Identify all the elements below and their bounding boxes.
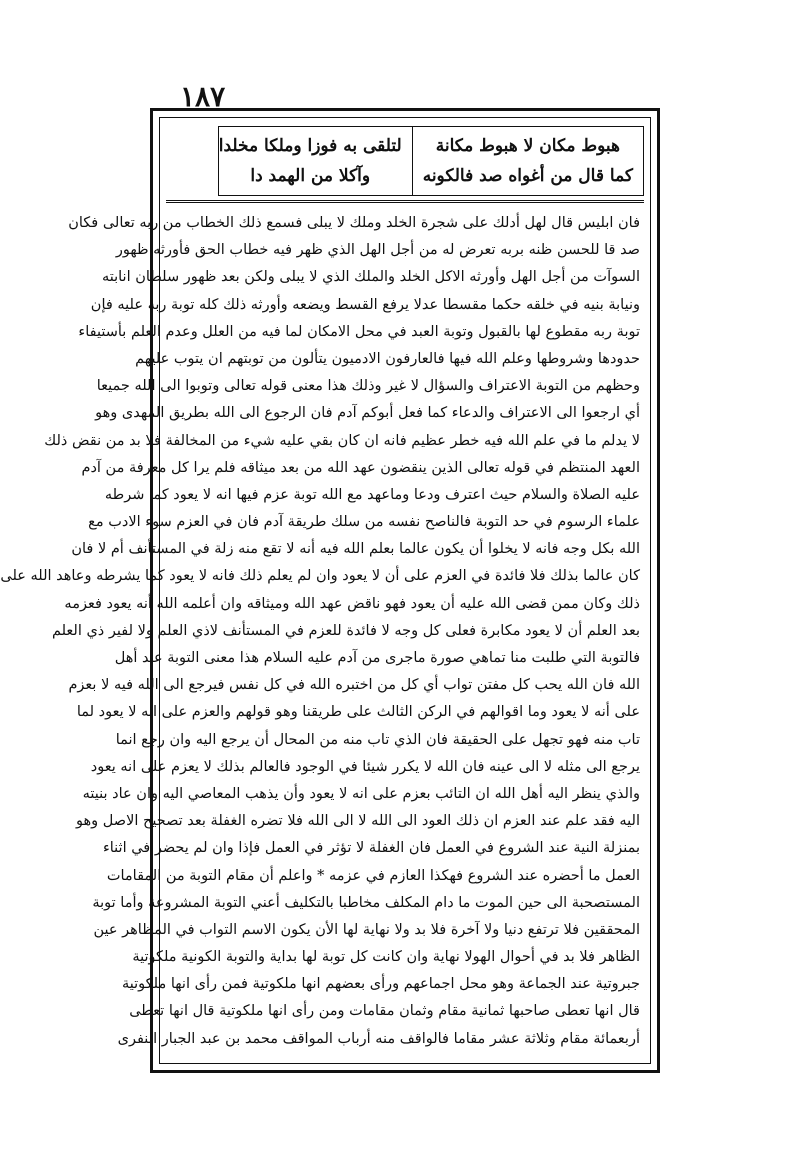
text-line: الله بكل وجه فانه لا يخلوا أن يكون عالما بعلم الله فيه أنه لا تقع منه زلة في المستأنف أم لا فان — [71, 541, 640, 558]
text-line: فان ابليس قال لهل أدلك على شجرة الخلد وملك لا يبلى فسمع ذلك الخطاب من ربه تعالى فكان — [68, 215, 640, 231]
verse-right-column — [413, 127, 643, 195]
text-line: بمنزلة النية عند الشروع في العمل فان الغفلة لا تؤثر في العمل فإذا وان لم يحضر في اثناء — [102, 840, 640, 857]
text-line: تاب منه فهو تجهل على الحقيقة فان الذي تاب منه من المحال أن يرجع اليه وان رجع انما — [115, 731, 640, 748]
inner-frame — [0, 117, 651, 1064]
text-line: أربعمائة مقام وثلاثة عشر مقاما فالواقف منه أرباب المواقف محمد بن عبد الجبار النفرى — [117, 1030, 640, 1047]
page-frame — [0, 108, 660, 1073]
text-line: اليه فقد علم عند العزم ان ذلك العود الى الله لا الى الله فلا تضره الغفلة بعد تصحيح الاصل وهو — [76, 813, 640, 830]
verse-block — [218, 126, 644, 196]
text-line: فالتوبة التي طلبت منا تماهي صورة ماجرى من آدم عليه السلام هذا معنى التوبة عند أهل — [114, 650, 640, 666]
verse-left-column — [209, 127, 413, 195]
text-line: لا يدلم ما في علم الله فيه خطر عظيم فانه ان كان بقي عليه شيء من المخالفة فلا بد من نقض ذلك — [44, 432, 640, 449]
text-line: الله فان الله يحب كل مفتن تواب أي كل من اختبره الله في كل نفس فيرجع الى الله فيه لا بعزم — [68, 677, 640, 694]
text-line: الظاهر فلا بد في أحوال الهولا نهاية وان كانت كل توبة لها بداية والتوبة الكونية ملكوتية — [132, 949, 640, 966]
text-line: قال انها تعطى صاحبها ثمانية مقام وثمان مقامات ومن رأى انها ملكوتية قال انها تعطى — [129, 1003, 640, 1020]
page-number: ١٨٧ — [180, 80, 226, 113]
text-line: المستصحبة الى حين الموت ما دام المكلف مخاطبا بالتكليف أعني التوبة المشروعة وأما توبة — [92, 894, 640, 911]
separator-rule — [166, 200, 644, 203]
text-line: بعد العلم أن لا يعود مكابرة فعلى كل وجه لا فائدة للعزم في المستأنف لاذي العلم ولا لفير ذي العلم — [51, 622, 640, 639]
text-line: كان عالما بذلك فلا فائدة في العزم على أن لا يعود وان لم يعلم ذلك فانه لا يعود كما يشرطه وعاهد الله على — [0, 568, 640, 585]
body-text — [0, 210, 640, 1053]
text-line: المحققين فلا ترتفع دنيا ولا آخرة فلا بد ولا نهاية لها الأن يكون الاسم التواب في المظاهر عين — [93, 921, 640, 938]
text-line: توبة ربه مقطوع لها بالقبول وتوبة العبد في محل الامكان لما فيه من العلل وعدم العلم بأستيفاء — [78, 323, 640, 340]
text-line: ونيابة بنيه في خلقه حكما مقسطا عدلا يرفع القسط ويضعه وأورثه ذلك كله توبة ربه عليه فإن — [90, 296, 640, 313]
text-line: على أنه لا يعود وما اقوالهم في الركن الثالث على طريقنا وهو قولهم والعزم على انه لا يعود لما — [76, 704, 640, 721]
text-line: حدودها وشروطها وعلم الله فيها فالعارفون الادميون يتألون من توبتهم ان يتوب عليهم — [135, 350, 640, 367]
text-line: جبروتية عند الجماعة وهو محل اجماعهم ورأى بعضهم انها ملكوتية فمن رأى انها ملكوتية — [121, 976, 640, 993]
verse-hemistich: لتلقى به فوزا وملكا مخلدا — [218, 136, 402, 156]
text-line: والذي ينظر اليه أهل الله ان التائب بعزم على انه لا يعود وأن يذهب المعاصي اليه وان عاد بنيته — [82, 785, 640, 802]
verse-hemistich: كما قال من أغواه صد فالكونه — [422, 166, 633, 186]
verse-hemistich: وآكلا من الهمد دا — [250, 166, 371, 186]
text-line: صد قا للحسن ظنه بربه تعرض له من أجل الهل الذي ظهر فيه خطاب الحق فأورثه ظهور — [115, 242, 640, 259]
text-line: يرجع الى مثله لا الى عينه فان الله لا يكرر شيئا في الوجود فالعالم بذلك لا يعزم على انه يعود — [90, 758, 640, 775]
text-line: العمل ما أحضره عند الشروع فهكذا العازم في عزمه * واعلم أن مقام التوبة من المقامات — [106, 867, 640, 884]
text-line: العهد المنتظم في قوله تعالى الذين ينقضون عهد الله من بعد ميثاقه فلم يرا كل معرفة من آدم — [81, 459, 640, 476]
verse-hemistich: هبوط مكان لا هبوط مكانة — [435, 136, 620, 156]
text-line: السوآت من أجل الهل وأورثه الاكل الخلد والملك الذي لا يبلى ولكن بعد ظهور سلطان انابته — [101, 269, 640, 286]
text-line: أي ارجعوا الى الاعتراف والدعاء كما فعل أبوكم آدم فان الرجوع الى الله بطريق المهدى وهو — [95, 405, 640, 422]
text-line: علماء الرسوم في حد التوبة فالناصح نفسه من سلك طريقة آدم فان في العزم سوء الادب مع — [88, 514, 640, 531]
text-line: عليه الصلاة والسلام حيث اعترف ودعا وماعهد مع الله توبة عزم فيها انه لا يعود كما شرطه — [104, 486, 640, 503]
text-line: وحظهم من التوبة الاعتراف والسؤال لا غير وذلك هذا معنى قوله تعالى وتوبوا الى الله جميعا — [96, 378, 640, 395]
text-line: ذلك وكان ممن قضى الله عليه أن يعود فهو ناقض عهد الله وميثاقه وان أعلمه الله أنه يعود فعزمه — [64, 595, 640, 612]
